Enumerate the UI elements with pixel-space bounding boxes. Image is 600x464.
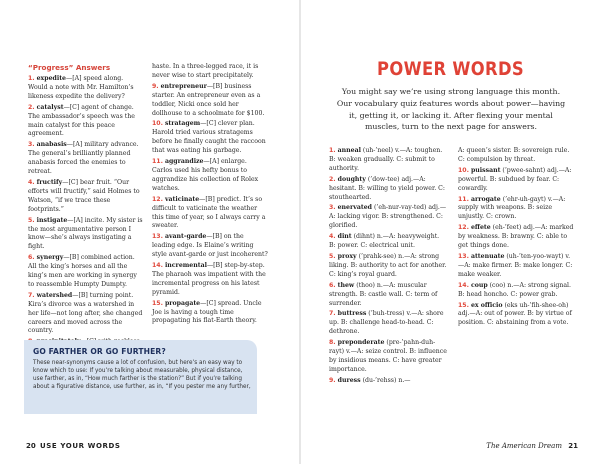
vocab-term: propagate [164, 299, 201, 307]
page-number: 20 [26, 442, 36, 450]
vocab-term: dint [337, 233, 352, 241]
item-number: 3. [329, 204, 336, 212]
list-item [329, 147, 447, 174]
definition-text: —[C] clever plan. Harold tried various stratagems before he finally caught the raccoon that was eating his garbage. [152, 120, 266, 155]
page-number: 21 [568, 442, 578, 450]
list-item [152, 262, 268, 298]
list-item [152, 233, 268, 260]
list-item [28, 292, 144, 337]
definition-text: —[B] predict. It’s so difficult to vaticinate the weather this time of year, so I always carry a sweater. [152, 195, 266, 230]
definition-text: (du-’rehss) n.— [360, 376, 411, 384]
vocab-term: enervated [337, 204, 372, 212]
vocab-term: entrepreneur [160, 82, 207, 90]
item-number: 3. [28, 141, 35, 149]
definition-text: —[C] bear fruit. “Our efforts will fructify,” said Holmes to Watson, “if we trace these footprints.” [28, 178, 140, 213]
list-item [28, 254, 144, 290]
definition-text: —[A] speed along. Would a note with Mr. Hamilton’s likeness expedite the delivery? [28, 75, 134, 100]
definition-text: (eh-’feet) adj.—A: marked by weakness. B: brawny. C: able to get things done. [458, 224, 574, 250]
section-label: USE YOUR WORDS [40, 442, 121, 450]
list-item [152, 196, 268, 232]
vocab-term: vaticinate [164, 195, 200, 203]
definition-text: (dihnt) n.—A: heavyweight. B: power. C: electrical unit. [329, 233, 440, 250]
item-number: 14. [458, 281, 469, 289]
definition-text: (uh-’neel) v.—A: toughen. B: weaken gradually. C: submit to authority. [329, 147, 443, 172]
item-number: 2. [28, 103, 35, 111]
list-item [329, 253, 447, 280]
item-number: 5. [329, 252, 336, 260]
vocab-term: arrogate [470, 195, 501, 203]
vocab-term: ex officio [470, 301, 503, 309]
definition-text: —[C] agent of change. The ambassador’s speech was the main catalyst for this peace agreement. [28, 103, 135, 138]
item-number: 6. [28, 254, 35, 262]
answers-column-1 [28, 75, 144, 349]
definition-text: (’buh-tress) v.—A: shore up. B: challenge head-to-head. C: dethrone. [329, 310, 444, 336]
list-item [152, 83, 268, 119]
item-number: 2. [329, 175, 336, 183]
vocab-term: puissant [470, 166, 501, 174]
item-number: 11. [152, 158, 163, 166]
item-number: 10. [152, 120, 163, 128]
list-item [329, 282, 447, 309]
item-number: 10. [458, 166, 469, 174]
list-item [28, 104, 144, 140]
list-item [329, 310, 447, 337]
item-number: 1. [28, 75, 35, 82]
definition-text: —[B] business starter. An entrepreneur even as a toddler, Nicki once sold her dollhouse to a schoolmate for $100. [152, 82, 265, 117]
item-number: 4. [28, 178, 35, 186]
answers-title: “Progress” Answers [28, 63, 111, 72]
vocab-term: effete [470, 224, 491, 232]
vocab-term: aggrandize [164, 158, 204, 166]
item-number: 11. [458, 195, 469, 203]
definition-text: —[B] combined action. All the king’s horses and all the king’s men are working in synergy to reassemble Humpty Dumpty. [28, 254, 137, 288]
vocab-term: thew [337, 281, 355, 289]
definition-text: (’eh-nur-vay-ted) adj.—A: lacking vigor. B: strengthened. C: glorified. [329, 204, 447, 230]
vocab-term: preponderate [337, 339, 385, 347]
vocab-term: doughty [337, 175, 366, 183]
intro-text: You might say we’re using strong language this month. Our vocabulary quiz features words about power—having it, getting it, or lacking it. After flexing your mental muscles, turn to the next page for answers. [336, 87, 566, 132]
list-item [28, 75, 144, 102]
vocab-term: incremental [164, 262, 207, 270]
list-item [458, 147, 576, 165]
list-item [28, 141, 144, 177]
vocab-term: stratagem [164, 120, 201, 128]
list-item [329, 176, 447, 203]
definition-text: (’prahk-see) n.—A: strong liking. B: authority to act for another. C: king’s royal guard. [329, 252, 447, 278]
vocab-term: instigate [36, 216, 68, 224]
definition-text: (eks uh-’fih-shee-oh) adj.—A: out of power. B: by virtue of position. C: abstaining from a vote. [458, 301, 572, 327]
definition-text: —[A] military advance. The general’s brilliantly planned anabasis forced the enemies to retreat. [28, 141, 139, 176]
definition-text: —[B] turning point. Kira’s divorce was a watershed in her life—not long after, she changed careers and moved across the country. [28, 291, 143, 335]
vocab-term: watershed [36, 291, 73, 299]
vocab-term: fructify [36, 178, 63, 186]
list-item [329, 204, 447, 231]
section-label: The American Dream [486, 442, 562, 450]
vocab-term: anneal [337, 147, 361, 154]
callout-box [24, 340, 257, 414]
vocab-term: coup [470, 281, 488, 289]
vocab-term: proxy [337, 252, 357, 260]
item-number: 12. [458, 224, 469, 232]
definition-text: (’dow-tee) adj.—A: hesitant. B: willing to yield power. C: stouthearted. [329, 175, 445, 201]
item-number: 1. [329, 147, 336, 154]
vocab-term: buttress [337, 310, 367, 318]
vocab-term: avant-garde [164, 233, 207, 241]
definition-text: —[B] step-by-step. The pharaoh was impatient with the incremental progress on his latest pyramid. [152, 262, 266, 296]
item-number: 9. [152, 82, 159, 90]
definition-text: A: queen’s sister. B: sovereign rule. C: compulsion by threat. [458, 147, 570, 163]
item-number: 13. [458, 252, 469, 260]
list-item [458, 282, 576, 300]
definition-text: (coo) n.—A: strong signal. B: head honcho. C: power grab. [458, 281, 572, 298]
item-number: 7. [329, 310, 336, 318]
definition-text: (’ehr-uh-gayt) v.—A: supply with weapons. B: seize unjustly. C: crown. [458, 195, 566, 221]
vocab-term: synergy [36, 254, 64, 262]
definition-text: —[A] incite. My sister is the most argumentative person I know—she’s always instigating a fight. [28, 216, 143, 251]
callout-body: These near-synonyms cause a lot of confusion, but here’s an easy way to know which to use: If you’re talking about measurable, physical distance, use farther, as in, “How much farther is the station?” But if you’re talking about a figurative distance, use further, as in, “If you pester me any further, [33, 360, 251, 391]
list-item [458, 167, 576, 194]
definition-text: haste. In a three-legged race, it is never wise to start precipitately. [152, 63, 259, 79]
list-item [152, 300, 268, 327]
definition-text: (thoo) n.—A: muscular strength. B: castle wall. C: term of surrender. [329, 281, 438, 307]
list-item [458, 196, 576, 223]
list-item [329, 377, 447, 386]
definition-text: —[A] enlarge. Carlos used his hefty bonus to aggrandize his collection of Rolex watches. [152, 158, 259, 192]
list-item [329, 233, 447, 251]
item-number: 13. [152, 233, 163, 241]
item-number: 14. [152, 262, 163, 270]
definition-text: (uh-’ten-yoo-wayt) v.—A: make firmer. B: make longer. C: make weaker. [458, 252, 573, 278]
definition-text: —[C] spread. Uncle Joe is having a tough time propagating his flat-Earth theory. [152, 299, 262, 325]
vocab-term: attenuate [470, 252, 505, 260]
item-number: 15. [152, 299, 163, 307]
item-number: 7. [28, 291, 35, 299]
definition-text: (’pwee-sahnt) adj.—A: powerful. B: subdued by fear. C: cowardly. [458, 166, 572, 192]
left-page [0, 0, 299, 464]
item-number: 12. [152, 195, 163, 203]
list-item [28, 217, 144, 253]
page-title: POWER WORDS [377, 58, 524, 80]
list-item [458, 302, 576, 329]
item-number: 8. [329, 339, 336, 347]
right-page [301, 0, 600, 464]
item-number: 5. [28, 216, 35, 224]
definition-text: —[B] on the leading edge. Is Elaine’s writing style avant-garde or just incoherent? [152, 233, 268, 259]
item-number: 15. [458, 301, 469, 309]
item-number: 9. [329, 376, 336, 384]
vocab-term: catalyst [36, 103, 64, 111]
vocab-term: anabasis [36, 141, 67, 149]
item-number: 6. [329, 281, 336, 289]
vocab-term: expedite [36, 75, 66, 82]
list-item [152, 120, 268, 156]
list-item [458, 224, 576, 251]
vocab-term: duress [337, 376, 361, 384]
list-item [329, 339, 447, 375]
answers-column-2 [152, 63, 268, 328]
list-item [28, 179, 144, 215]
item-number: 4. [329, 233, 336, 241]
definition-text: (pre-’pahn-duh-rayt) v.—A: seize control. B: influence by insidious means. C: have greater importance. [329, 339, 447, 373]
callout-title: GO FARTHER OR GO FURTHER? [33, 347, 166, 356]
list-item [458, 253, 576, 280]
list-item [152, 158, 268, 194]
list-item [152, 63, 268, 81]
quiz-column-2 [458, 147, 576, 330]
quiz-column-1 [329, 147, 447, 388]
